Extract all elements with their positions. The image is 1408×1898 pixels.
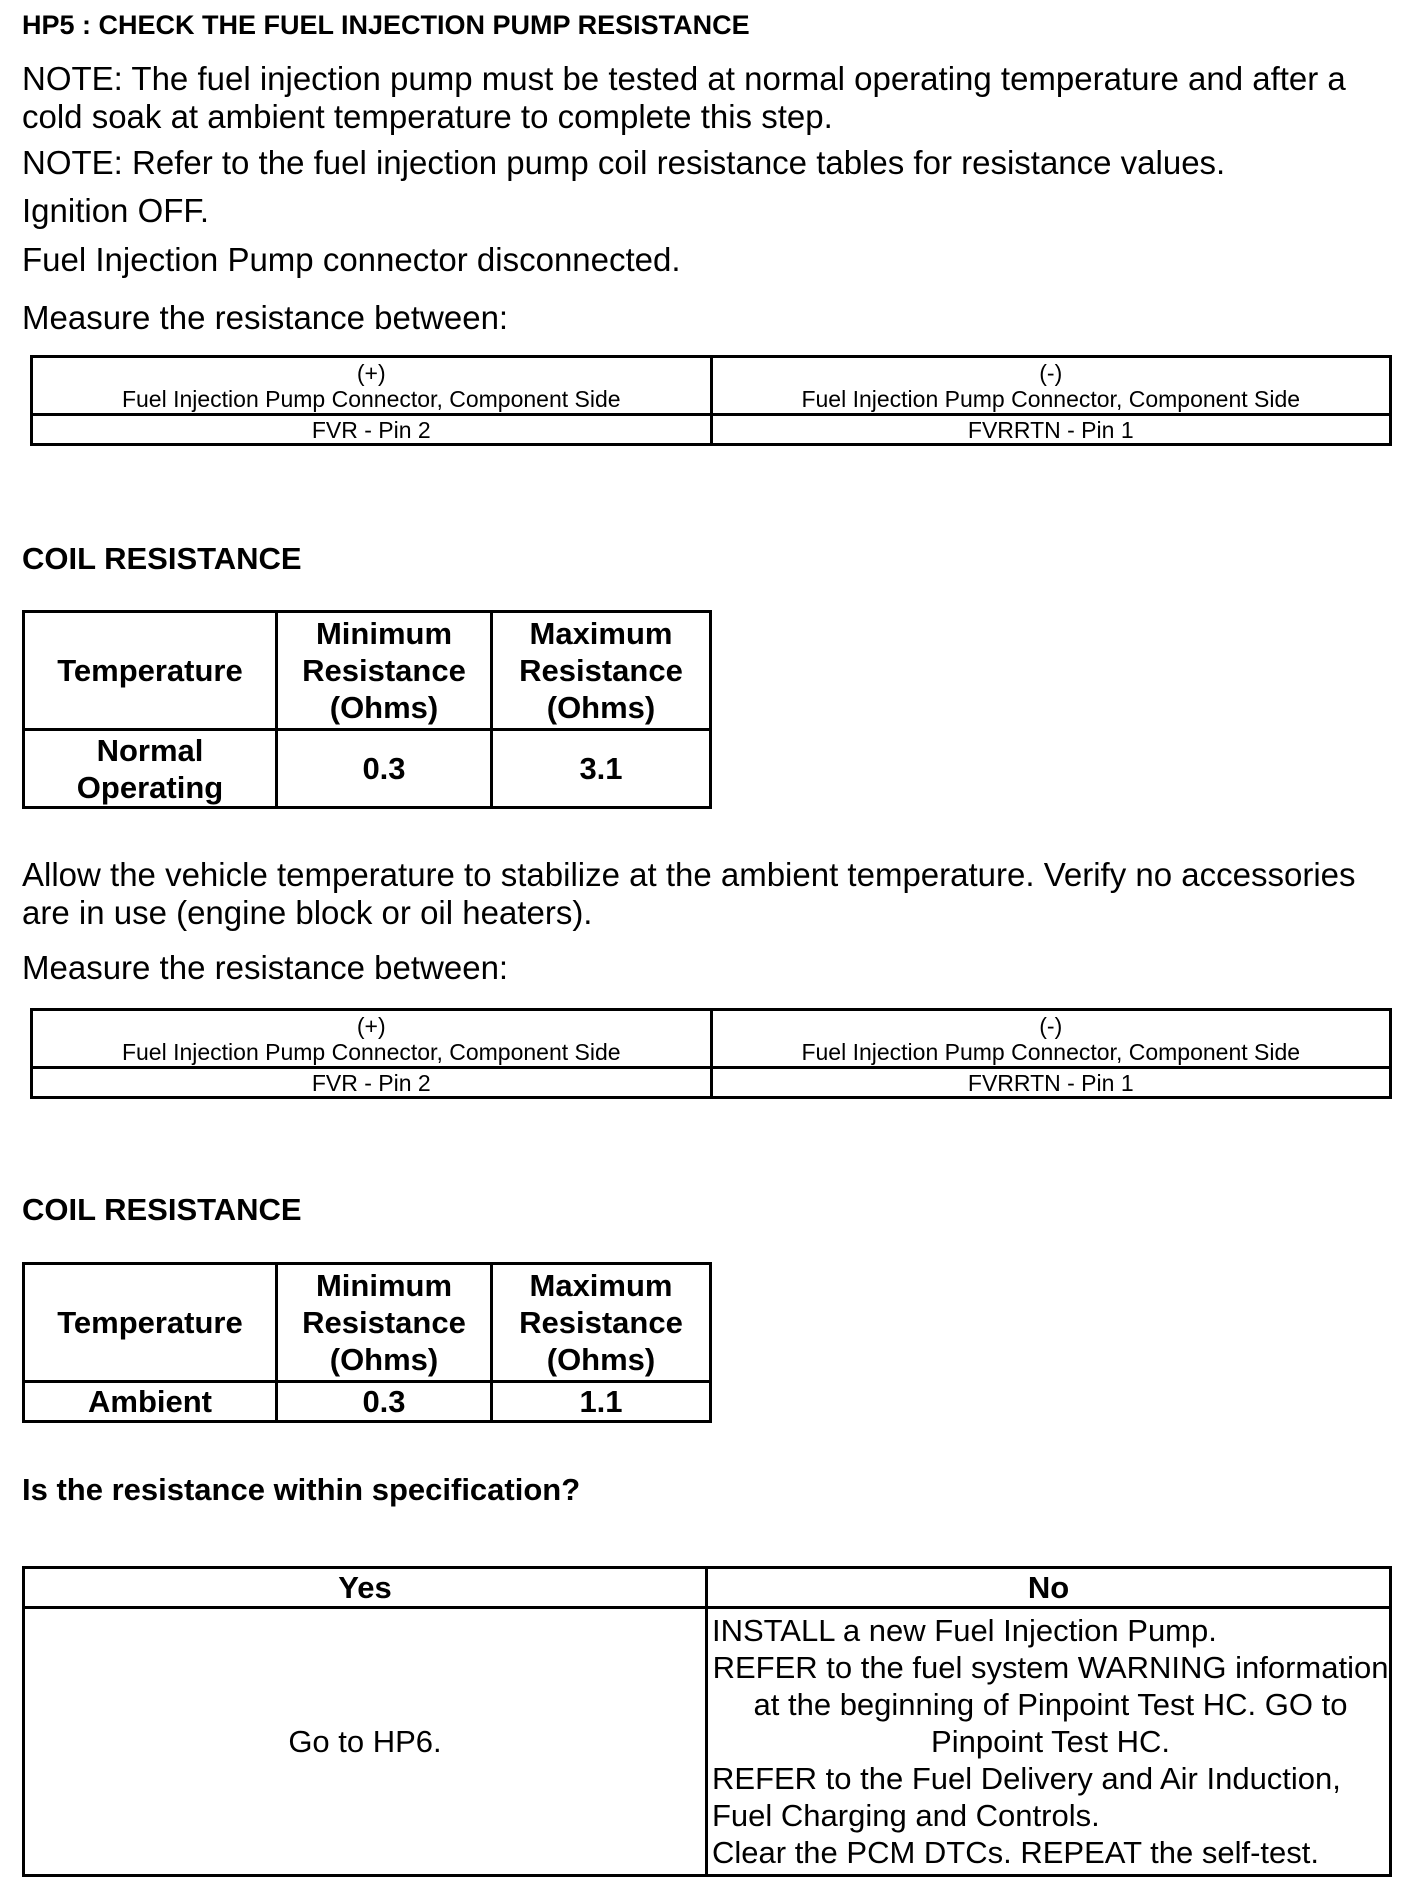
positive-probe-header bbox=[32, 1010, 712, 1068]
negative-probe-header bbox=[711, 1010, 1391, 1068]
negative-pin: FVRRTN - Pin 1 bbox=[711, 415, 1391, 445]
minimum-resistance-header: Minimum Resistance (Ohms) bbox=[277, 1264, 492, 1382]
positive-pin: FVR - Pin 2 bbox=[32, 1068, 712, 1098]
no-action bbox=[707, 1608, 1391, 1876]
positive-sign: (+) bbox=[356, 359, 386, 386]
yes-action: Go to HP6. bbox=[24, 1608, 707, 1876]
temperature-column-header: Temperature bbox=[24, 612, 277, 730]
maximum-resistance-value: 3.1 bbox=[492, 730, 711, 808]
note-operating-temperature: NOTE: The fuel injection pump must be tested at normal operating temperature and after a cold soak at ambient temperature to complete this step. bbox=[22, 60, 1346, 135]
coil-resistance-heading-2: COIL RESISTANCE bbox=[22, 1192, 302, 1227]
temperature-value: Ambient bbox=[24, 1382, 277, 1422]
negative-connector-label: Fuel Injection Pump Connector, Component Side bbox=[801, 1038, 1301, 1065]
ignition-off-text: Ignition OFF. bbox=[22, 192, 210, 229]
no-action-refer-fuel-delivery: REFER to the Fuel Delivery and Air Induction, Fuel Charging and Controls. bbox=[712, 1761, 1341, 1833]
positive-probe-header bbox=[32, 357, 712, 415]
coil-resistance-table-ambient bbox=[22, 1262, 712, 1423]
connector-disconnected-text: Fuel Injection Pump connector disconnected. bbox=[22, 241, 681, 278]
page-title: HP5 : CHECK THE FUEL INJECTION PUMP RESISTANCE bbox=[22, 10, 750, 40]
minimum-resistance-header: Minimum Resistance (Ohms) bbox=[277, 612, 492, 730]
measure-table-1 bbox=[30, 355, 1392, 446]
positive-connector-label: Fuel Injection Pump Connector, Component Side bbox=[121, 1038, 621, 1065]
measure-instruction-2: Measure the resistance between: bbox=[22, 949, 509, 986]
temperature-value: Normal Operating bbox=[24, 730, 277, 808]
no-action-clear-dtcs: Clear the PCM DTCs. REPEAT the self-test. bbox=[712, 1835, 1319, 1870]
minimum-resistance-value: 0.3 bbox=[277, 730, 492, 808]
ambient-stabilize-text: Allow the vehicle temperature to stabilize at the ambient temperature. Verify no accessories are in use (engine block or oil heaters). bbox=[22, 856, 1356, 931]
minimum-resistance-value: 0.3 bbox=[277, 1382, 492, 1422]
negative-sign: (-) bbox=[1039, 1012, 1063, 1039]
temperature-column-header: Temperature bbox=[24, 1264, 277, 1382]
measure-instruction-1: Measure the resistance between: bbox=[22, 299, 509, 336]
negative-sign: (-) bbox=[1039, 359, 1063, 386]
answer-table bbox=[22, 1566, 1392, 1877]
maximum-resistance-header: Maximum Resistance (Ohms) bbox=[492, 1264, 711, 1382]
yes-header: Yes bbox=[24, 1568, 707, 1608]
positive-pin: FVR - Pin 2 bbox=[32, 415, 712, 445]
maximum-resistance-value: 1.1 bbox=[492, 1382, 711, 1422]
coil-resistance-heading-1: COIL RESISTANCE bbox=[22, 541, 302, 576]
maximum-resistance-header: Maximum Resistance (Ohms) bbox=[492, 612, 711, 730]
measure-table-2 bbox=[30, 1008, 1392, 1099]
negative-probe-header bbox=[711, 357, 1391, 415]
negative-connector-label: Fuel Injection Pump Connector, Component Side bbox=[801, 385, 1301, 412]
no-header: No bbox=[707, 1568, 1391, 1608]
positive-connector-label: Fuel Injection Pump Connector, Component Side bbox=[121, 385, 621, 412]
no-action-install: INSTALL a new Fuel Injection Pump. bbox=[712, 1613, 1217, 1648]
negative-pin: FVRRTN - Pin 1 bbox=[711, 1068, 1391, 1098]
positive-sign: (+) bbox=[356, 1012, 386, 1039]
coil-resistance-table-normal bbox=[22, 610, 712, 809]
specification-question: Is the resistance within specification? bbox=[22, 1472, 581, 1507]
note-resistance-tables: NOTE: Refer to the fuel injection pump coil resistance tables for resistance values. bbox=[22, 144, 1226, 181]
no-action-refer-warning: REFER to the fuel system WARNING information at the beginning of Pinpoint Test HC. GO to Pinpoint Test HC. bbox=[712, 1650, 1389, 1759]
